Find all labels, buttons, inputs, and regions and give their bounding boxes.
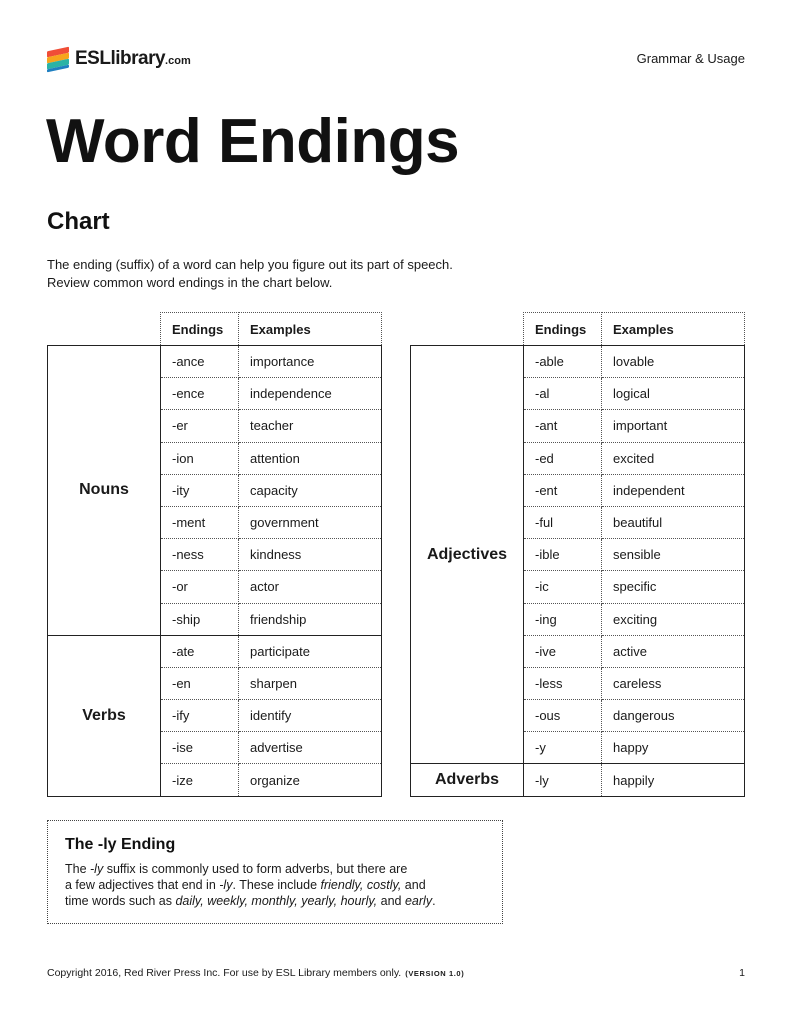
ending-cell: -less [524, 667, 602, 699]
example-cell: participate [239, 635, 382, 667]
example-cell: kindness [239, 539, 382, 571]
ending-cell: -al [524, 378, 602, 410]
tip-title: The -ly Ending [65, 836, 176, 853]
ending-cell: -ing [524, 603, 602, 635]
ending-cell: -er [161, 410, 239, 442]
table-body [48, 346, 382, 797]
header-endings: Endings [161, 313, 239, 346]
logo-books-icon [47, 47, 71, 71]
ending-cell: -or [161, 571, 239, 603]
ending-cell: -ment [161, 506, 239, 538]
category-cell: Nouns [48, 346, 161, 636]
example-cell: dangerous [602, 700, 745, 732]
example-cell: exciting [602, 603, 745, 635]
example-cell: actor [239, 571, 382, 603]
adjectives-adverbs-table [410, 312, 745, 797]
example-cell: beautiful [602, 506, 745, 538]
tip-body [65, 861, 485, 909]
logo-suffix: .com [165, 55, 191, 67]
ending-cell: -ive [524, 635, 602, 667]
ending-cell: -ous [524, 700, 602, 732]
page-title: Word Endings [46, 107, 460, 176]
ending-cell: -ic [524, 571, 602, 603]
tip-text: suffix is commonly used to form adverbs, but there are [103, 862, 408, 876]
tip-text: friendly, costly, [320, 878, 402, 892]
tip-text: . These include [232, 878, 321, 892]
tip-text: -ly [90, 862, 104, 876]
example-cell: capacity [239, 474, 382, 506]
ending-cell: -ion [161, 442, 239, 474]
ending-cell: -ible [524, 539, 602, 571]
tip-text: and [377, 894, 405, 908]
logo-text [75, 48, 191, 70]
ending-cell: -ness [161, 539, 239, 571]
tip-text: time words such as [65, 894, 176, 908]
ending-cell: -ent [524, 474, 602, 506]
example-cell: independent [602, 474, 745, 506]
tip-text: a few adjectives that end in [65, 878, 220, 892]
ending-cell: -able [524, 346, 602, 378]
table-body [411, 346, 745, 797]
example-cell: excited [602, 442, 745, 474]
ending-cell: -ise [161, 732, 239, 764]
ending-cell: -ity [161, 474, 239, 506]
ending-cell: -en [161, 667, 239, 699]
tip-text: The [65, 862, 91, 876]
example-cell: happily [602, 764, 745, 796]
category-cell: Adjectives [411, 346, 524, 764]
example-cell: specific [602, 571, 745, 603]
ending-cell: -ence [161, 378, 239, 410]
example-cell: independence [239, 378, 382, 410]
table-row [48, 346, 382, 378]
table-row [48, 635, 382, 667]
header-blank [411, 313, 524, 346]
example-cell: attention [239, 442, 382, 474]
example-cell: important [602, 410, 745, 442]
page-header [47, 44, 745, 74]
ending-cell: -ship [161, 603, 239, 635]
example-cell: logical [602, 378, 745, 410]
ending-cell: -ify [161, 700, 239, 732]
version-label: (VERSION 1.0) [405, 969, 465, 978]
table-row [411, 346, 745, 378]
example-cell: organize [239, 764, 382, 796]
table-row [411, 764, 745, 796]
example-cell: advertise [239, 732, 382, 764]
header-examples: Examples [239, 313, 382, 346]
tip-text: . [432, 894, 436, 908]
example-cell: active [602, 635, 745, 667]
header-endings: Endings [524, 313, 602, 346]
table-header-row [411, 313, 745, 346]
intro-line: The ending (suffix) of a word can help you figure out its part of speech. [47, 257, 453, 272]
tip-text: and [401, 878, 426, 892]
ending-cell: -ed [524, 442, 602, 474]
example-cell: sensible [602, 539, 745, 571]
logo-name: ESLlibrary [75, 48, 166, 69]
section-subtitle: Chart [47, 208, 110, 235]
ending-cell: -ate [161, 635, 239, 667]
page-number: 1 [739, 967, 745, 979]
tip-text: -ly [219, 878, 233, 892]
ending-cell: -ant [524, 410, 602, 442]
example-cell: friendship [239, 603, 382, 635]
page-footer [47, 967, 745, 979]
example-cell: careless [602, 667, 745, 699]
table-header-row [48, 313, 382, 346]
nouns-verbs-table [47, 312, 382, 797]
ending-cell: -y [524, 732, 602, 764]
tip-text: early [404, 894, 433, 908]
category-label: Grammar & Usage [636, 51, 745, 66]
category-cell: Adverbs [411, 764, 524, 796]
header-examples: Examples [602, 313, 745, 346]
example-cell: happy [602, 732, 745, 764]
copyright-text: Copyright 2016, Red River Press Inc. For use by ESL Library members only. [47, 967, 402, 979]
ending-cell: -ly [524, 764, 602, 796]
ending-cell: -ance [161, 346, 239, 378]
example-cell: sharpen [239, 667, 382, 699]
category-cell: Verbs [48, 635, 161, 796]
ending-cell: -ful [524, 506, 602, 538]
intro-text [47, 256, 453, 292]
example-cell: government [239, 506, 382, 538]
example-cell: identify [239, 700, 382, 732]
intro-line: Review common word endings in the chart below. [47, 275, 333, 290]
tip-text: daily, weekly, monthly, yearly, hourly, [175, 894, 378, 908]
example-cell: teacher [239, 410, 382, 442]
example-cell: importance [239, 346, 382, 378]
esl-library-logo [47, 44, 191, 74]
ending-cell: -ize [161, 764, 239, 796]
example-cell: lovable [602, 346, 745, 378]
header-blank [48, 313, 161, 346]
ly-ending-tip-box [47, 820, 503, 924]
